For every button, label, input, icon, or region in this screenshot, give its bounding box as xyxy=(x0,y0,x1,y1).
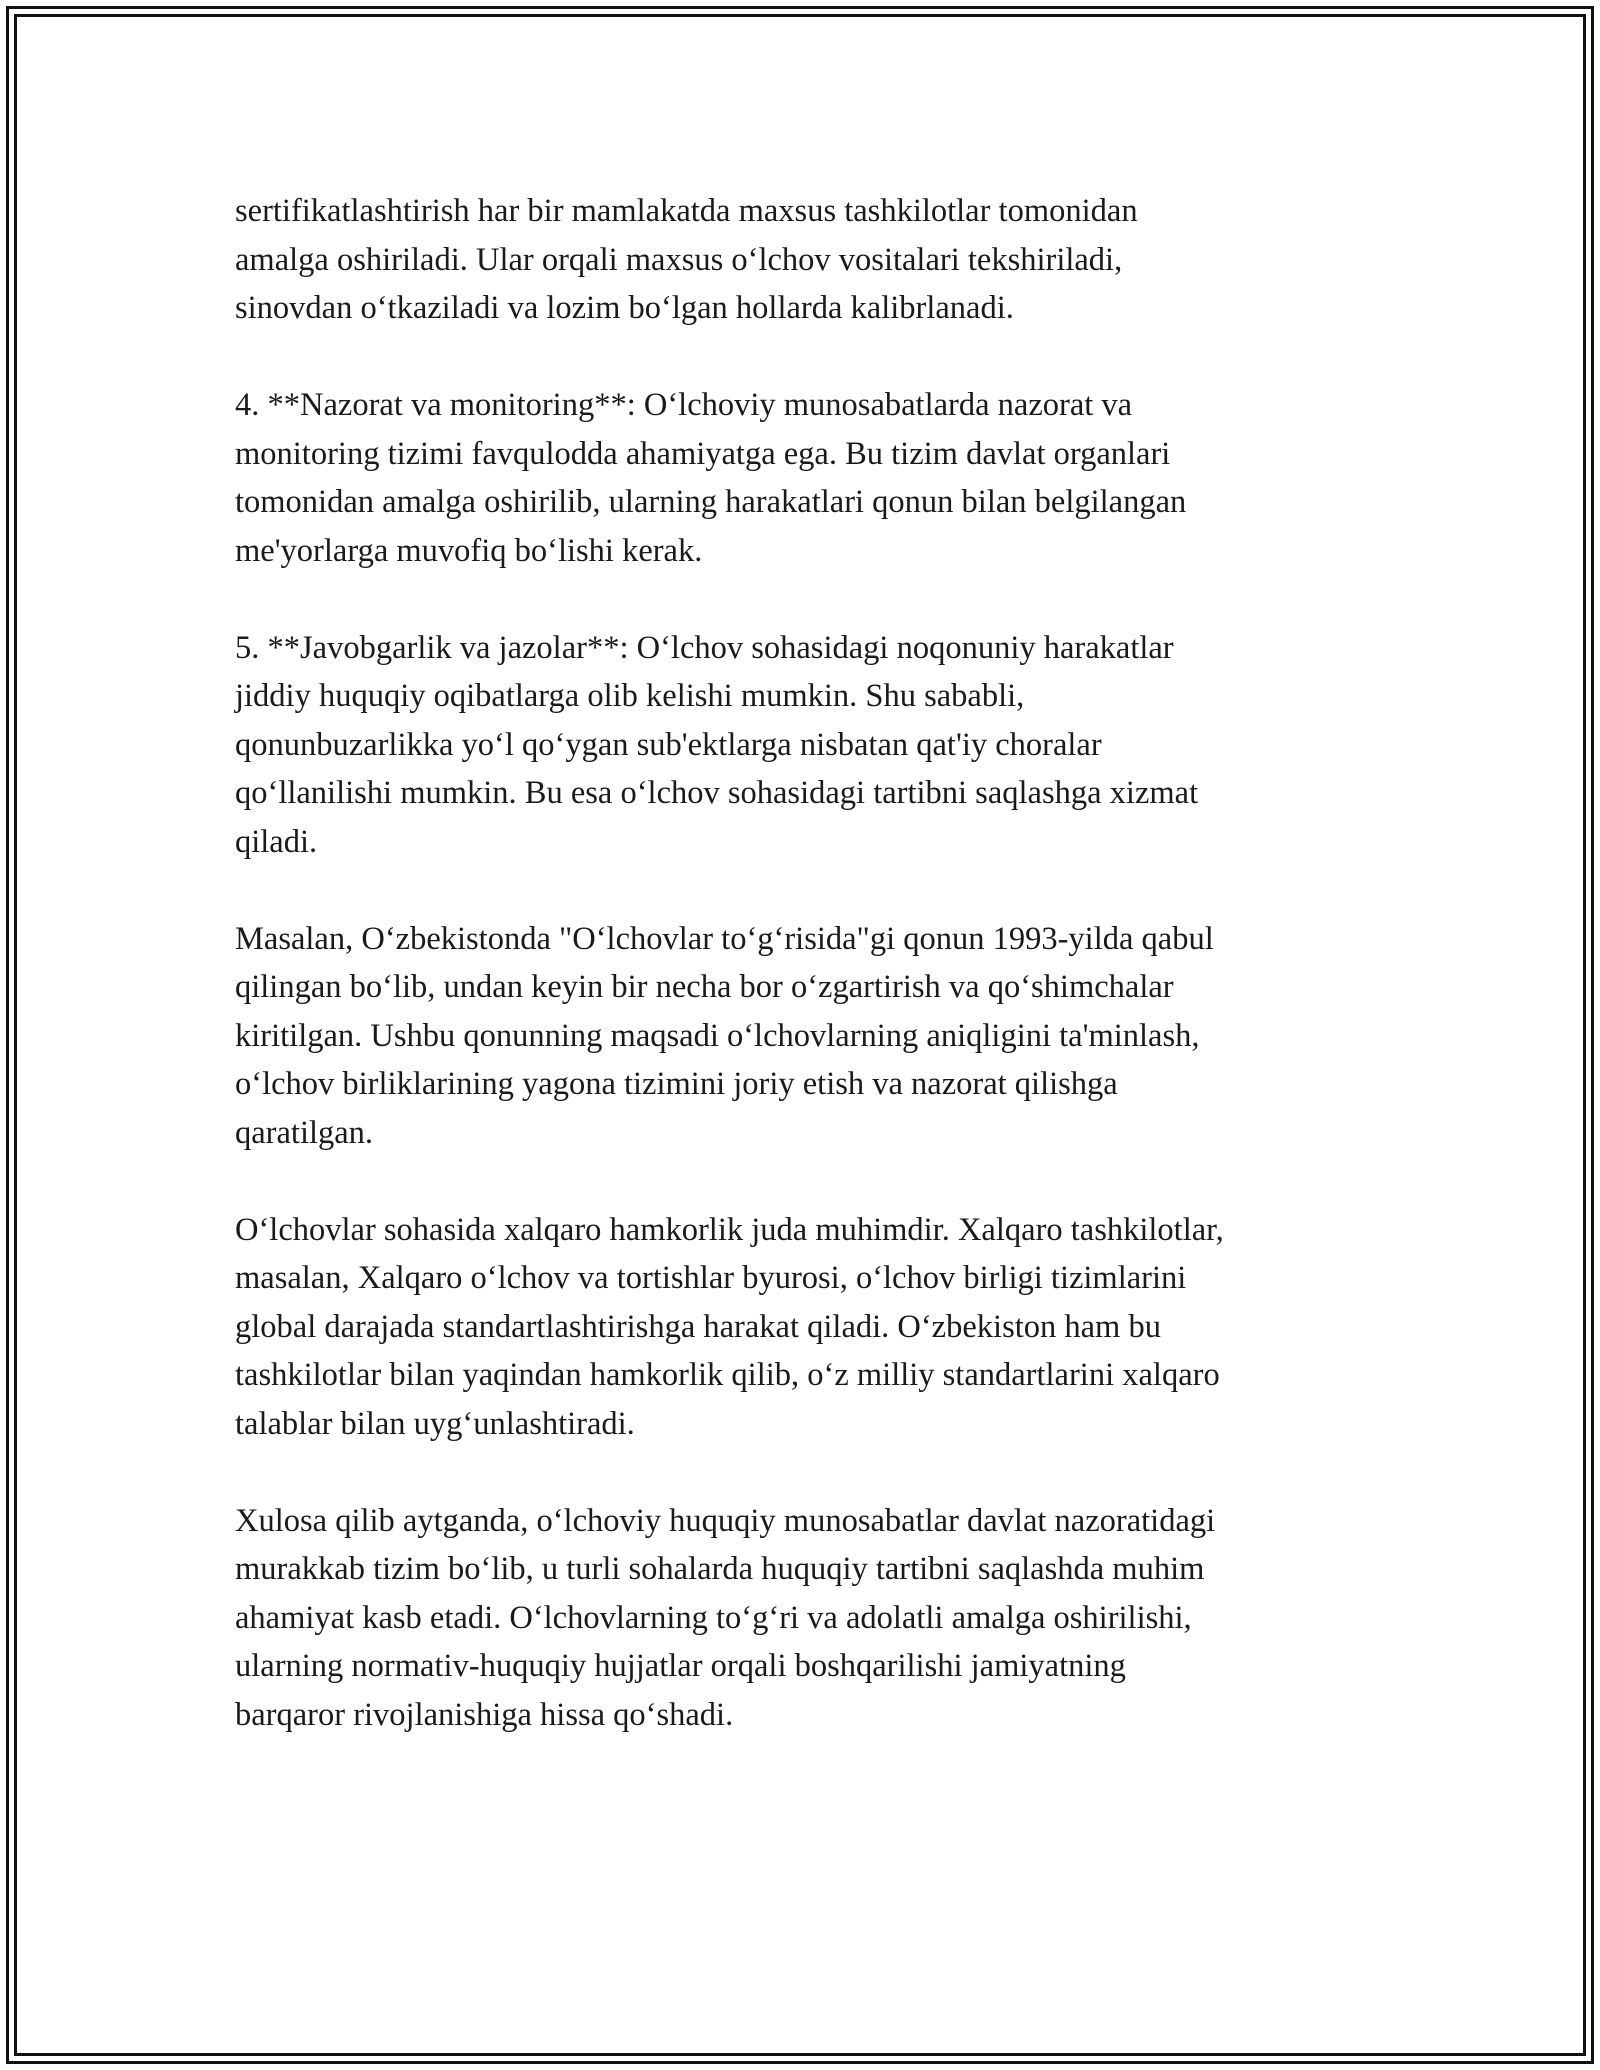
text-line: global darajada standartlashtirishga harakat qiladi. O‘zbekiston ham bu xyxy=(235,1308,1161,1345)
paragraph-liability xyxy=(235,624,1375,867)
text-line: 5. **Javobgarlik va jazolar**: O‘lchov sohasidagi noqonuniy harakatlar xyxy=(235,629,1174,666)
text-line: qilingan bo‘lib, undan keyin bir necha bor o‘zgartirish va qo‘shimchalar xyxy=(235,969,1174,1005)
paragraph-uzbekistan-law xyxy=(235,915,1375,1158)
text-line: sinovdan o‘tkaziladi va lozim bo‘lgan hollarda kalibrlanadi. xyxy=(235,290,1014,326)
text-line: amalga oshiriladi. Ular orqali maxsus o‘lchov vositalari tekshiriladi, xyxy=(235,241,1123,278)
text-line: qonunbuzarlikka yo‘l qo‘ygan sub'ektlarga nisbatan qat'iy choralar xyxy=(235,726,1102,763)
text-line: ularning normativ-huquqiy hujjatlar orqali boshqarilishi jamiyatning xyxy=(235,1648,1126,1684)
text-line: tomonidan amalga oshirilib, ularning harakatlari qonun bilan belgilangan xyxy=(235,484,1187,520)
text-line: qaratilgan. xyxy=(235,1114,374,1151)
text-line: barqaror rivojlanishiga hissa qo‘shadi. xyxy=(235,1696,734,1733)
text-line: ahamiyat kasb etadi. O‘lchovlarning to‘g‘ri va adolatli amalga oshirilishi, xyxy=(235,1599,1192,1636)
text-line: o‘lchov birliklarining yagona tizimini joriy etish va nazorat qilishga xyxy=(235,1066,1118,1102)
text-line: masalan, Xalqaro o‘lchov va tortishlar byurosi, o‘lchov birligi tizimlarini xyxy=(235,1260,1187,1296)
text-line: O‘lchovlar sohasida xalqaro hamkorlik juda muhimdir. Xalqaro tashkilotlar, xyxy=(235,1211,1224,1248)
text-line: qiladi. xyxy=(235,823,318,860)
text-line: murakkab tizim bo‘lib, u turli sohalarda huquqiy tartibni saqlashda muhim xyxy=(235,1551,1205,1587)
document-body xyxy=(235,187,1375,1788)
text-line: sertifikatlashtirish har bir mamlakatda maxsus tashkilotlar tomonidan xyxy=(235,193,1138,229)
text-line: talablar bilan uyg‘unlashtiradi. xyxy=(235,1405,635,1442)
paragraph-conclusion xyxy=(235,1497,1375,1740)
text-line: tashkilotlar bilan yaqindan hamkorlik qilib, o‘z milliy standartlarini xalqaro xyxy=(235,1357,1220,1393)
text-line: Xulosa qilib aytganda, o‘lchoviy huquqiy munosabatlar davlat nazoratidagi xyxy=(235,1502,1216,1539)
text-line: monitoring tizimi favqulodda ahamiyatga ega. Bu tizim davlat organlari xyxy=(235,435,1171,472)
paragraph-control-monitoring xyxy=(235,381,1375,575)
text-line: me'yorlarga muvofiq bo‘lishi kerak. xyxy=(235,532,703,569)
text-line: jiddiy huquqiy oqibatlarga olib kelishi mumkin. Shu sababli, xyxy=(235,678,1025,714)
text-line: Masalan, O‘zbekistonda "O‘lchovlar to‘g‘risida"gi qonun 1993-yilda qabul xyxy=(235,920,1214,957)
text-line: kiritilgan. Ushbu qonunning maqsadi o‘lchovlarning aniqligini ta'minlash, xyxy=(235,1017,1200,1054)
paragraph-international-cooperation xyxy=(235,1206,1375,1449)
text-line: 4. **Nazorat va monitoring**: O‘lchoviy munosabatlarda nazorat va xyxy=(235,387,1133,423)
text-line: qo‘llanilishi mumkin. Bu esa o‘lchov sohasidagi tartibni saqlashga xizmat xyxy=(235,775,1199,811)
paragraph-certification xyxy=(235,187,1375,333)
